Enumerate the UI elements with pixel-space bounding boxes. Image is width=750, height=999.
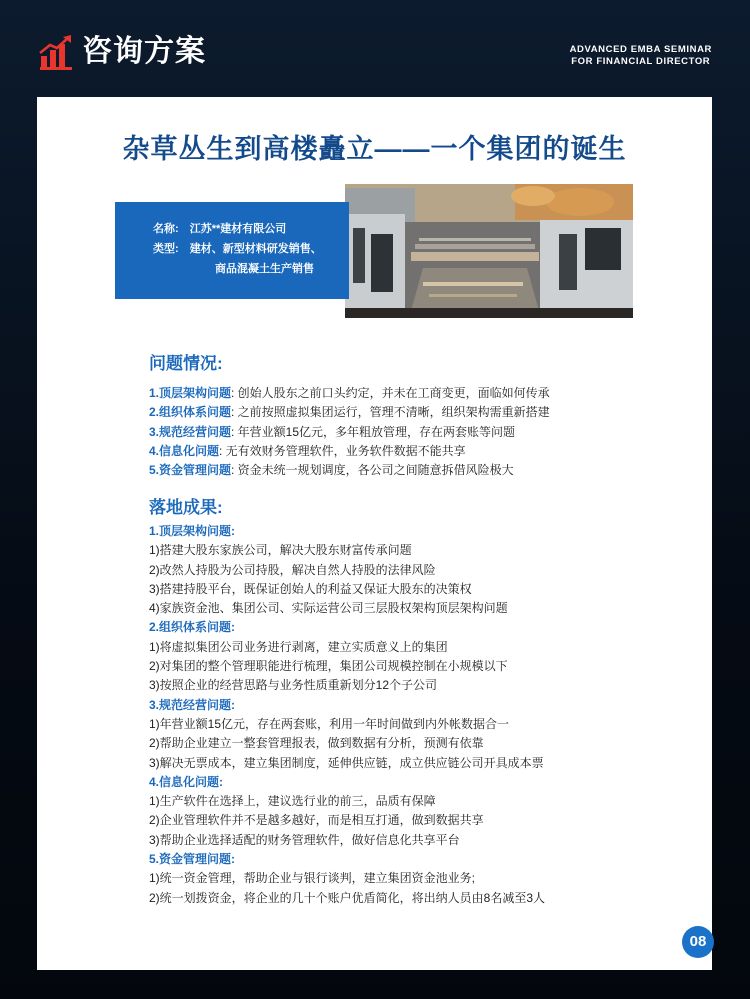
- seminar-subtitle: ADVANCED EMBA SEMINAR FOR FINANCIAL DIRECTOR: [569, 44, 712, 67]
- result-item: 1)将虚拟集团公司业务进行剥离，建立实质意义上的集团: [149, 639, 448, 654]
- results-group-title: 2.组织体系问题:: [149, 620, 236, 635]
- problem-item: 2.组织体系问题: 之前按照虚拟集团运行，管理不清晰，组织架构需重新搭建: [149, 405, 550, 420]
- result-item: 3)帮助企业选择适配的财务管理软件，做好信息化共享平台: [149, 832, 460, 847]
- result-item: 2)对集团的整个管理职能进行梳理，集团公司规模控制在小规模以下: [149, 659, 508, 674]
- page-number-badge: 08: [682, 926, 714, 958]
- result-item: 2)帮助企业建立一整套管理报表，做到数据有分析，预测有依靠: [149, 736, 484, 751]
- results-list: [149, 522, 545, 908]
- company-name-value: 江苏**建材有限公司: [189, 223, 287, 235]
- result-item: 1)年营业额15亿元，存在两套账，利用一年时间做到内外帐数据合一: [149, 716, 510, 731]
- problem-item: 5.资金管理问题: 资金未统一规划调度，各公司之间随意拆借风险极大: [149, 463, 514, 478]
- results-group-title: 4.信息化问题:: [149, 774, 224, 789]
- problem-item: 1.顶层架构问题: 创始人股东之前口头约定，并未在工商变更，面临如何传承: [149, 386, 550, 400]
- factory-photo: [345, 184, 633, 318]
- results-group-title: 5.资金管理问题:: [149, 852, 236, 867]
- result-item: 2)改然人持股为公司持股，解决自然人持股的法律风险: [149, 562, 436, 577]
- result-item: 3)解决无票成本，建立集团制度，延伸供应链，成立供应链公司开具成本票: [149, 755, 544, 770]
- result-item: 1)统一资金管理，帮助企业与银行谈判，建立集团资金池业务;: [149, 871, 476, 886]
- result-item: 2)企业管理软件并不是越多越好，而是相互打通，做到数据共享: [149, 813, 484, 828]
- company-type-label: 类型:: [153, 243, 179, 255]
- company-name-row: [153, 220, 286, 238]
- result-item: 3)搭建持股平台，既保证创始人的利益又保证大股东的决策权: [149, 581, 472, 596]
- company-name-label: 名称:: [153, 223, 179, 235]
- result-item: 1)生产软件在选择上，建议选行业的前三，品质有保障: [149, 794, 436, 809]
- case-title: 杂草丛生到高楼矗立——一个集团的诞生: [122, 134, 627, 164]
- company-type-value-continued: 商品混凝土生产销售: [215, 263, 314, 275]
- results-group-title: 1.顶层架构问题:: [149, 524, 236, 538]
- result-item: 3)按照企业的经营思路与业务性质重新划分12个子公司: [149, 678, 438, 693]
- result-item: 2)统一划拨资金，将企业的几十个账户优盾简化，将出纳人员由8名减至3人: [149, 890, 546, 905]
- page-title: 咨询方案: [82, 35, 206, 68]
- bar-chart-logo-icon: [38, 34, 74, 70]
- company-info-box: [115, 202, 349, 299]
- result-item: 1)搭建大股东家族公司，解决大股东财富传承问题: [149, 543, 412, 558]
- company-type-value: 建材、新型材料研发销售、: [189, 243, 322, 255]
- results-group-title: 3.规范经营问题:: [149, 697, 236, 712]
- problems-heading: 问题情况:: [149, 354, 223, 373]
- result-item: 4)家族资金池、集团公司、实际运营公司三层股权架构顶层架构问题: [149, 601, 508, 616]
- content-page: [37, 97, 712, 970]
- company-type-row: [153, 240, 322, 258]
- problem-item: 4.信息化问题: 无有效财务管理软件，业务软件数据不能共享: [149, 443, 466, 458]
- problem-item: 3.规范经营问题: 年营业额15亿元，多年粗放管理，存在两套账等问题: [149, 424, 516, 439]
- results-heading: 落地成果:: [149, 498, 223, 517]
- problems-list: [149, 384, 550, 480]
